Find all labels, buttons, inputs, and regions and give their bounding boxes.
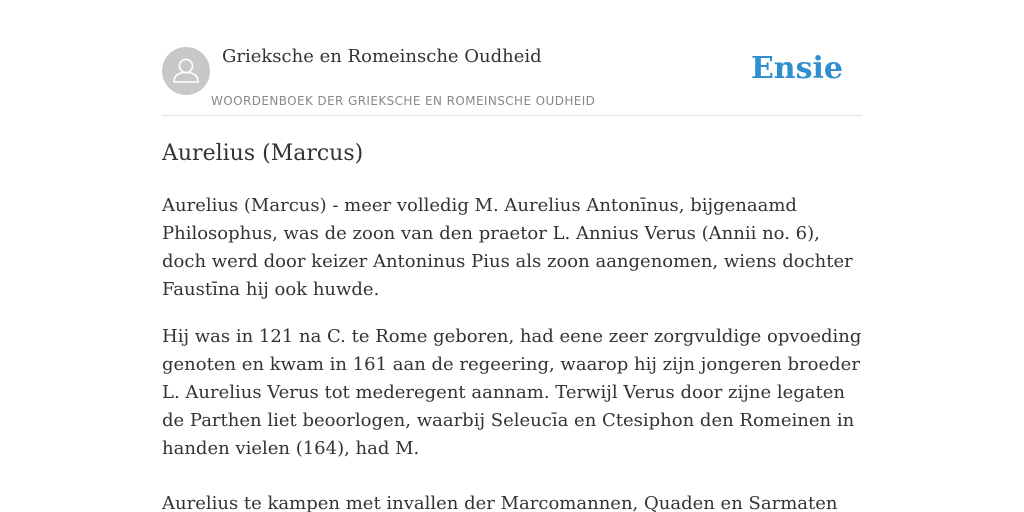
user-icon[interactable] <box>162 47 210 95</box>
entry-title: Aurelius (Marcus) <box>162 141 364 166</box>
paragraph-spacer <box>162 463 862 490</box>
page-container <box>162 0 862 512</box>
source-subtitle: WOORDENBOEK DER GRIEKSCHE EN ROMEINSCHE OUDHEID <box>211 94 596 108</box>
entry-paragraph: Hij was in 121 na C. te Rome geboren, had eene zeer zorgvuldige opvoeding genoten en kwam in 161 aan de regeering, waarop hij zijn jongeren broeder L. Aurelius Verus tot mederegent aannam. Terwijl Verus door zijne legaten de Parthen liet beoorlogen, waarbij Seleucīa en Ctesiphon den Romeinen in handen vielen (164), had M. <box>162 326 862 459</box>
entry-paragraph: Aurelius te kampen met invallen der Marcomannen, Quaden en Sarmaten <box>162 493 838 512</box>
brand-logo[interactable]: Ensie <box>750 51 843 86</box>
source-title-link[interactable]: Grieksche en Romeinsche Oudheid <box>222 46 542 67</box>
header-divider <box>162 115 862 116</box>
entry-paragraph: Aurelius (Marcus) - meer volledig M. Aurelius Antonīnus, bijgenaamd Philosophus, was de zoon van den praetor L. Annius Verus (Annii no. 6), doch werd door keizer Antoninus Pius als zoon aangenomen, wiens dochter Faustīna hij ook huwde. <box>162 195 853 300</box>
entry-body <box>162 192 862 512</box>
